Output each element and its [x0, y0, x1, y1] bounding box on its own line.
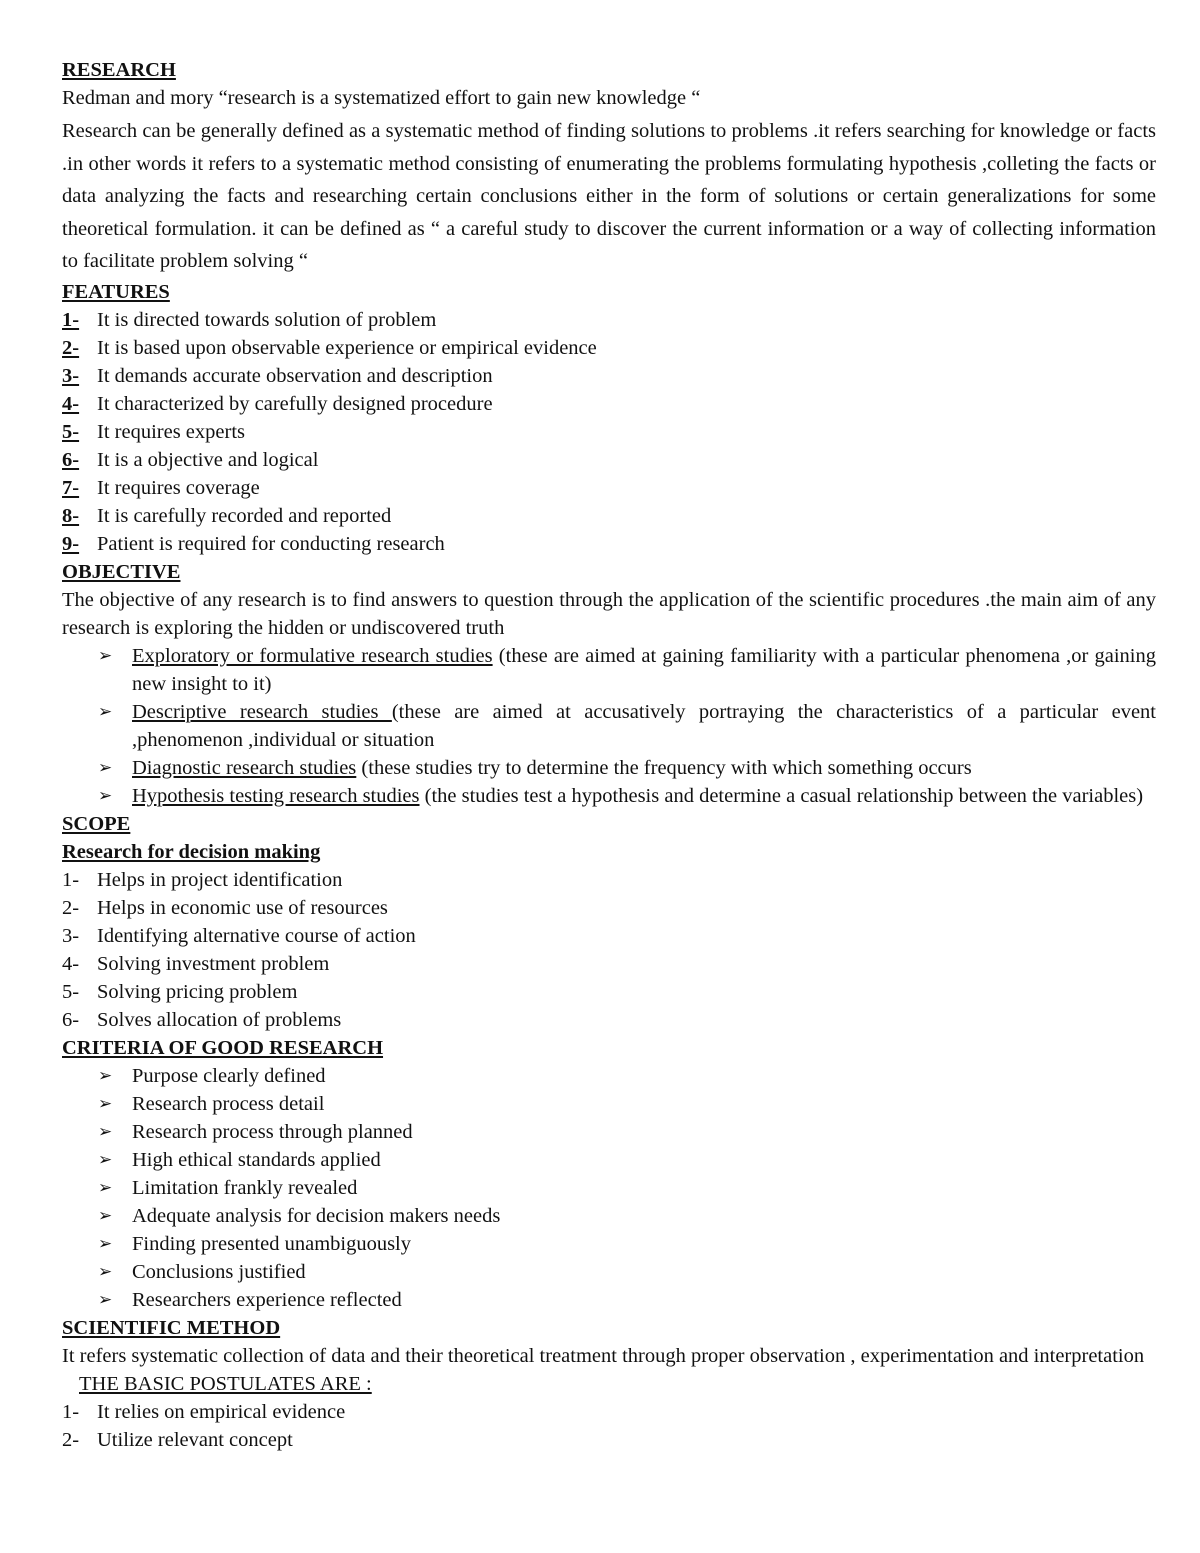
list-item: [62, 306, 1156, 334]
list-item: [62, 922, 1156, 950]
arrow-bullet-icon: ➢: [98, 645, 113, 666]
item-text: Helps in economic use of resources: [97, 896, 388, 919]
arrow-bullet-icon: ➢: [98, 1121, 113, 1142]
research-definition: Research can be generally defined as a systematic method of finding solutions to problems .it refers searching for knowledge or facts .in other words it refers to a systematic method consisting of enumerating the problems formulating hypothesis ,colleting the facts or data analyzing the facts and researching certain conclusions either in the form of solutions or certain generalizations for some theoretical formulation. it can be defined as “ a careful study to discover the current information or a way of collecting information to facilitate problem solving “: [62, 120, 1156, 272]
arrow-bullet-icon: ➢: [98, 757, 113, 778]
list-item: [62, 698, 1156, 754]
arrow-bullet-icon: ➢: [98, 1261, 113, 1282]
list-item: [62, 1090, 1156, 1118]
scientific-method-heading: SCIENTIFIC METHOD: [62, 1316, 281, 1339]
item-text: Conclusions justified: [132, 1260, 306, 1283]
list-item: [62, 894, 1156, 922]
study-type-desc: (these are aimed at gaining familiarity with a particular phenomena ,or gaining new insight to it): [132, 644, 1156, 695]
item-text: Research process through planned: [132, 1120, 413, 1143]
item-text: It requires experts: [97, 420, 245, 443]
objective-list: [62, 642, 1156, 810]
study-type-label: Diagnostic research studies: [132, 756, 357, 779]
item-text: Finding presented unambiguously: [132, 1232, 412, 1255]
item-number: 3-: [62, 364, 80, 387]
item-text: Research process detail: [132, 1092, 325, 1115]
features-heading: FEATURES: [62, 280, 170, 303]
study-type-desc: (these studies try to determine the frequency with which something occurs: [356, 756, 972, 779]
item-number: 3-: [62, 924, 80, 947]
item-text: Purpose clearly defined: [132, 1064, 326, 1087]
item-text: Identifying alternative course of action: [97, 924, 416, 947]
objective-text: The objective of any research is to find answers to question through the application of the scientific procedures .the main aim of any research is exploring the hidden or undiscovered truth: [62, 588, 1156, 639]
list-item: [62, 782, 1156, 810]
arrow-bullet-icon: ➢: [98, 1177, 113, 1198]
item-text: Solving pricing problem: [97, 980, 298, 1003]
item-number: 2-: [62, 896, 80, 919]
item-number: 2-: [62, 1428, 80, 1451]
item-number: 8-: [62, 504, 80, 527]
list-item: [62, 418, 1156, 446]
item-text: It characterized by carefully designed procedure: [97, 392, 493, 415]
list-item: [62, 446, 1156, 474]
scientific-method-text: It refers systematic collection of data and their theoretical treatment through proper observation , experimentation and interpretation: [62, 1344, 1145, 1367]
list-item: [62, 950, 1156, 978]
item-number: 7-: [62, 476, 80, 499]
list-item: [62, 502, 1156, 530]
study-type-desc: (the studies test a hypothesis and determine a casual relationship between the variables): [419, 784, 1144, 807]
arrow-bullet-icon: ➢: [98, 1093, 113, 1114]
list-item: [62, 362, 1156, 390]
item-text: Researchers experience reflected: [132, 1288, 402, 1311]
study-type-label: Exploratory or formulative research studies: [132, 644, 493, 667]
list-item: [62, 1174, 1156, 1202]
item-text: Utilize relevant concept: [97, 1428, 293, 1451]
arrow-bullet-icon: ➢: [98, 1233, 113, 1254]
item-text: High ethical standards applied: [132, 1148, 381, 1171]
item-number: 5-: [62, 980, 80, 1003]
list-item: [62, 1258, 1156, 1286]
item-number: 6-: [62, 1008, 80, 1031]
item-text: Adequate analysis for decision makers needs: [132, 1204, 501, 1227]
postulates-list: [62, 1398, 1156, 1454]
item-text: It is carefully recorded and reported: [97, 504, 392, 527]
item-number: 1-: [62, 868, 80, 891]
list-item: [62, 474, 1156, 502]
objective-heading: OBJECTIVE: [62, 560, 181, 583]
list-item: [62, 754, 1156, 782]
list-item: [62, 530, 1156, 558]
research-quote: Redman and mory “research is a systematized effort to gain new knowledge “: [62, 87, 701, 109]
criteria-list: [62, 1062, 1156, 1314]
item-text: It requires coverage: [97, 476, 260, 499]
item-number: 4-: [62, 392, 80, 415]
scope-subheading: Research for decision making: [62, 840, 321, 863]
item-text: It relies on empirical evidence: [97, 1400, 346, 1423]
arrow-bullet-icon: ➢: [98, 1289, 113, 1310]
item-number: 5-: [62, 420, 80, 443]
list-item: [62, 1062, 1156, 1090]
item-text: It is directed towards solution of problem: [97, 308, 437, 331]
item-number: 4-: [62, 952, 80, 975]
scope-heading: SCOPE: [62, 812, 131, 835]
item-number: 1-: [62, 1400, 80, 1423]
list-item: [62, 866, 1156, 894]
item-text: Helps in project identification: [97, 868, 343, 891]
list-item: [62, 1286, 1156, 1314]
list-item: [62, 642, 1156, 698]
postulates-heading: THE BASIC POSTULATES ARE :: [79, 1372, 372, 1395]
arrow-bullet-icon: ➢: [98, 1205, 113, 1226]
item-number: 6-: [62, 448, 80, 471]
item-text: Solving investment problem: [97, 952, 330, 975]
scope-list: [62, 866, 1156, 1034]
list-item: [62, 1006, 1156, 1034]
item-text: Limitation frankly revealed: [132, 1176, 358, 1199]
item-text: Solves allocation of problems: [97, 1008, 342, 1031]
study-type-desc: (these are aimed at accusatively portraying the characteristics of a particular event ,phenomenon ,individual or situation: [132, 700, 1156, 751]
item-text: Patient is required for conducting research: [97, 532, 445, 555]
features-list: [62, 306, 1156, 558]
list-item: [62, 1118, 1156, 1146]
study-type-label: Hypothesis testing research studies: [132, 784, 420, 807]
list-item: [62, 1230, 1156, 1258]
item-number: 2-: [62, 336, 80, 359]
list-item: [62, 1146, 1156, 1174]
item-text: It is based upon observable experience or empirical evidence: [97, 336, 597, 359]
criteria-heading: CRITERIA OF GOOD RESEARCH: [62, 1036, 384, 1059]
study-type-label: Descriptive research studies: [132, 700, 392, 723]
research-heading: RESEARCH: [62, 59, 176, 81]
list-item: [62, 1426, 1156, 1454]
list-item: [62, 334, 1156, 362]
arrow-bullet-icon: ➢: [98, 701, 113, 722]
list-item: [62, 1202, 1156, 1230]
list-item: [62, 978, 1156, 1006]
list-item: [62, 1398, 1156, 1426]
arrow-bullet-icon: ➢: [98, 1149, 113, 1170]
item-text: It is a objective and logical: [97, 448, 319, 471]
arrow-bullet-icon: ➢: [98, 785, 113, 806]
item-text: It demands accurate observation and description: [97, 364, 493, 387]
list-item: [62, 390, 1156, 418]
item-number: 9-: [62, 532, 80, 555]
arrow-bullet-icon: ➢: [98, 1065, 113, 1086]
document-page: [62, 56, 1156, 1454]
item-number: 1-: [62, 308, 80, 331]
